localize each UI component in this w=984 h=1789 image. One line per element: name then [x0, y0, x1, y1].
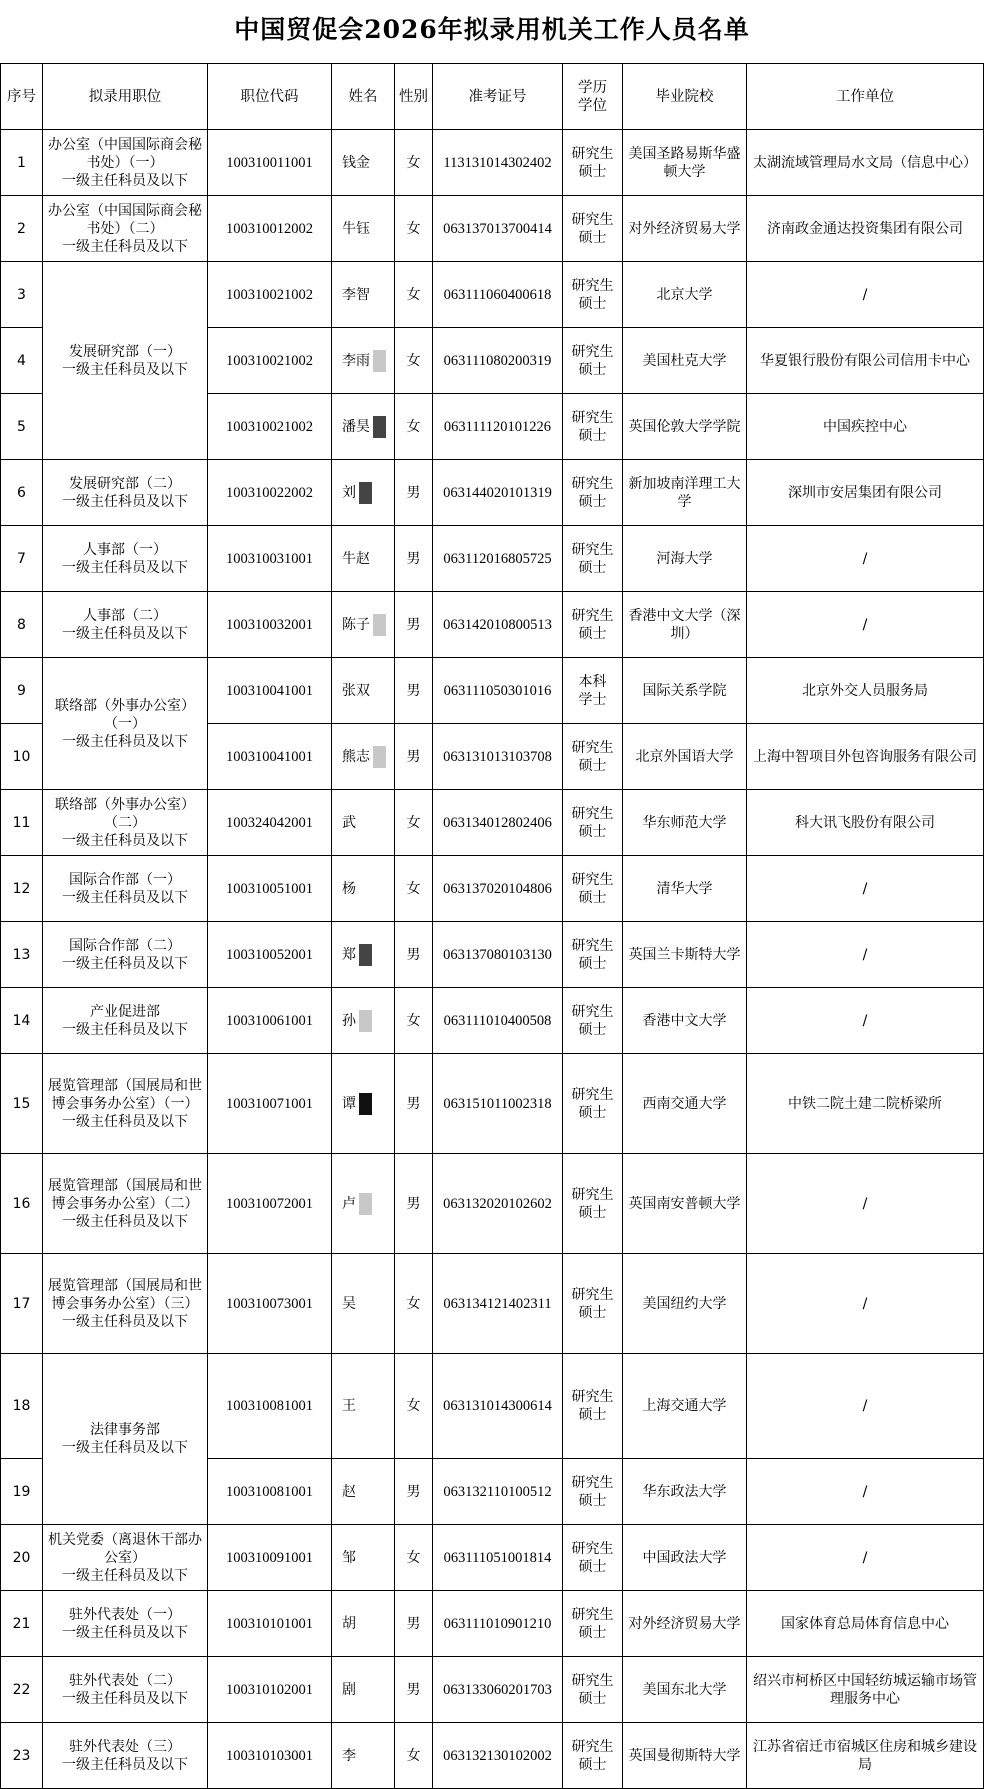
position-cell: 联络部（外事办公室）（一） 一级主任科员及以下 [43, 658, 208, 790]
exam-ticket-cell: 063134121402311 [433, 1254, 563, 1354]
name-cell [332, 394, 395, 460]
position-code-cell: 100310072001 [208, 1154, 332, 1254]
name-cell [332, 922, 395, 988]
school-cell: 英国曼彻斯特大学 [623, 1723, 747, 1789]
education-cell: 研究生 硕士 [563, 988, 623, 1054]
exam-ticket-cell: 063132020102602 [433, 1154, 563, 1254]
school-cell: 香港中文大学（深圳） [623, 592, 747, 658]
education-cell: 研究生 硕士 [563, 592, 623, 658]
person-name: 张双 [342, 682, 370, 699]
person-name: 熊志 [342, 748, 370, 765]
employer-cell: 中铁二院土建二院桥梁所 [747, 1054, 984, 1154]
gender-cell: 男 [395, 1657, 433, 1723]
position-cell: 联络部（外事办公室）（二） 一级主任科员及以下 [43, 790, 208, 856]
table-row [1, 130, 984, 196]
school-cell: 对外经济贸易大学 [623, 196, 747, 262]
redaction-mark [373, 416, 386, 438]
employer-cell: / [747, 262, 984, 328]
education-cell: 研究生 硕士 [563, 130, 623, 196]
employer-cell: / [747, 856, 984, 922]
exam-ticket-cell: 063133060201703 [433, 1657, 563, 1723]
row-number-cell: 19 [1, 1459, 43, 1525]
redaction-mark [359, 1093, 372, 1115]
school-cell: 北京大学 [623, 262, 747, 328]
person-name: 王 [342, 1398, 356, 1414]
employer-cell: / [747, 1525, 984, 1591]
row-number-cell: 11 [1, 790, 43, 856]
person-name: 谭 [342, 1095, 356, 1112]
gender-cell: 女 [395, 328, 433, 394]
employer-cell: / [747, 1254, 984, 1354]
employer-cell: 上海中智项目外包咨询服务有限公司 [747, 724, 984, 790]
position-cell: 办公室（中国国际商会秘书处）（二） 一级主任科员及以下 [43, 196, 208, 262]
col-header-code: 职位代码 [208, 64, 332, 130]
position-cell: 发展研究部（二） 一级主任科员及以下 [43, 460, 208, 526]
row-number-cell: 12 [1, 856, 43, 922]
gender-cell: 男 [395, 1459, 433, 1525]
name-cell [332, 1723, 395, 1789]
exam-ticket-cell: 063112016805725 [433, 526, 563, 592]
school-cell: 上海交通大学 [623, 1354, 747, 1459]
row-number-cell: 3 [1, 262, 43, 328]
row-number-cell: 21 [1, 1591, 43, 1657]
col-header-school: 毕业院校 [623, 64, 747, 130]
person-name: 陈子 [342, 616, 370, 633]
position-code-cell: 100310012002 [208, 196, 332, 262]
table-row [1, 1054, 984, 1154]
gender-cell: 女 [395, 1254, 433, 1354]
position-code-cell: 100310103001 [208, 1723, 332, 1789]
person-name: 李 [342, 1747, 356, 1764]
name-cell [332, 130, 395, 196]
position-cell: 办公室（中国国际商会秘书处）（一） 一级主任科员及以下 [43, 130, 208, 196]
redaction-mark [359, 1193, 372, 1215]
school-cell: 英国伦敦大学学院 [623, 394, 747, 460]
position-cell: 发展研究部（一） 一级主任科员及以下 [43, 262, 208, 460]
gender-cell: 女 [395, 988, 433, 1054]
exam-ticket-cell: 063111120101226 [433, 394, 563, 460]
position-code-cell: 100310031001 [208, 526, 332, 592]
person-name: 刘 [342, 484, 356, 501]
gender-cell: 男 [395, 724, 433, 790]
education-cell: 研究生 硕士 [563, 1723, 623, 1789]
name-cell [332, 1154, 395, 1254]
school-cell: 香港中文大学 [623, 988, 747, 1054]
person-name: 李雨 [342, 352, 370, 369]
education-cell: 研究生 硕士 [563, 262, 623, 328]
employer-cell: 科大讯飞股份有限公司 [747, 790, 984, 856]
position-cell: 法律事务部 一级主任科员及以下 [43, 1354, 208, 1525]
person-name: 邹 [342, 1549, 356, 1566]
position-cell: 国际合作部（二） 一级主任科员及以下 [43, 922, 208, 988]
person-name: 卢 [342, 1195, 356, 1212]
row-number-cell: 13 [1, 922, 43, 988]
school-cell: 英国兰卡斯特大学 [623, 922, 747, 988]
employer-cell: 华夏银行股份有限公司信用卡中心 [747, 328, 984, 394]
education-cell: 研究生 硕士 [563, 1354, 623, 1459]
school-cell: 对外经济贸易大学 [623, 1591, 747, 1657]
row-number-cell: 16 [1, 1154, 43, 1254]
position-code-cell: 100310081001 [208, 1459, 332, 1525]
employer-cell: / [747, 988, 984, 1054]
row-number-cell: 22 [1, 1657, 43, 1723]
school-cell: 美国圣路易斯华盛顿大学 [623, 130, 747, 196]
redaction-mark [359, 1010, 372, 1032]
employer-cell: 绍兴市柯桥区中国轻纺城运输市场管理服务中心 [747, 1657, 984, 1723]
position-code-cell: 100310022002 [208, 460, 332, 526]
gender-cell: 女 [395, 130, 433, 196]
gender-cell: 女 [395, 1723, 433, 1789]
col-header-education: 学历 学位 [563, 64, 623, 130]
person-name: 胡 [342, 1615, 356, 1632]
exam-ticket-cell: 063137080103130 [433, 922, 563, 988]
person-name: 杨 [342, 880, 356, 897]
name-cell [332, 856, 395, 922]
name-cell [332, 1054, 395, 1154]
gender-cell: 男 [395, 922, 433, 988]
row-number-cell: 15 [1, 1054, 43, 1154]
education-cell: 研究生 硕士 [563, 1054, 623, 1154]
school-cell: 西南交通大学 [623, 1054, 747, 1154]
employer-cell: 太湖流域管理局水文局（信息中心） [747, 130, 984, 196]
person-name: 钱金 [342, 154, 370, 171]
name-cell [332, 592, 395, 658]
employer-cell: / [747, 1354, 984, 1459]
position-cell: 人事部（一） 一级主任科员及以下 [43, 526, 208, 592]
education-cell: 本科 学士 [563, 658, 623, 724]
name-cell [332, 1254, 395, 1354]
exam-ticket-cell: 063111010901210 [433, 1591, 563, 1657]
gender-cell: 男 [395, 1591, 433, 1657]
gender-cell: 男 [395, 658, 433, 724]
education-cell: 研究生 硕士 [563, 196, 623, 262]
exam-ticket-cell: 063111051001814 [433, 1525, 563, 1591]
position-cell: 展览管理部（国展局和世博会事务办公室）（二） 一级主任科员及以下 [43, 1154, 208, 1254]
row-number-cell: 6 [1, 460, 43, 526]
position-code-cell: 100310011001 [208, 130, 332, 196]
table-row [1, 526, 984, 592]
exam-ticket-cell: 063111010400508 [433, 988, 563, 1054]
education-cell: 研究生 硕士 [563, 1459, 623, 1525]
person-name: 李智 [342, 286, 370, 303]
name-cell [332, 1591, 395, 1657]
employer-cell: / [747, 526, 984, 592]
position-cell: 国际合作部（一） 一级主任科员及以下 [43, 856, 208, 922]
school-cell: 英国南安普顿大学 [623, 1154, 747, 1254]
gender-cell: 男 [395, 1054, 433, 1154]
exam-ticket-cell: 063111060400618 [433, 262, 563, 328]
employer-cell: 江苏省宿迁市宿城区住房和城乡建设局 [747, 1723, 984, 1789]
gender-cell: 男 [395, 526, 433, 592]
row-number-cell: 7 [1, 526, 43, 592]
exam-ticket-cell: 063131014300614 [433, 1354, 563, 1459]
education-cell: 研究生 硕士 [563, 1525, 623, 1591]
row-number-cell: 23 [1, 1723, 43, 1789]
exam-ticket-cell: 063144020101319 [433, 460, 563, 526]
name-cell [332, 328, 395, 394]
school-cell: 华东师范大学 [623, 790, 747, 856]
table-row [1, 1154, 984, 1254]
education-cell: 研究生 硕士 [563, 922, 623, 988]
position-cell: 展览管理部（国展局和世博会事务办公室）（三） 一级主任科员及以下 [43, 1254, 208, 1354]
education-cell: 研究生 硕士 [563, 1657, 623, 1723]
position-code-cell: 100324042001 [208, 790, 332, 856]
row-number-cell: 5 [1, 394, 43, 460]
table-row [1, 262, 984, 328]
exam-ticket-cell: 063111050301016 [433, 658, 563, 724]
table-row [1, 460, 984, 526]
education-cell: 研究生 硕士 [563, 526, 623, 592]
exam-ticket-cell: 063111080200319 [433, 328, 563, 394]
name-cell [332, 460, 395, 526]
gender-cell: 男 [395, 592, 433, 658]
person-name: 潘昊 [342, 418, 370, 435]
exam-ticket-cell: 063137013700414 [433, 196, 563, 262]
row-number-cell: 4 [1, 328, 43, 394]
gender-cell: 女 [395, 1525, 433, 1591]
employer-cell: 济南政金通达投资集团有限公司 [747, 196, 984, 262]
header-row [1, 64, 984, 130]
person-name: 牛钰 [342, 220, 370, 237]
school-cell: 华东政法大学 [623, 1459, 747, 1525]
table-row [1, 856, 984, 922]
name-cell [332, 196, 395, 262]
exam-ticket-cell: 063142010800513 [433, 592, 563, 658]
employer-cell: 中国疾控中心 [747, 394, 984, 460]
school-cell: 美国纽约大学 [623, 1254, 747, 1354]
position-code-cell: 100310021002 [208, 328, 332, 394]
person-name: 武 [342, 814, 356, 831]
school-cell: 清华大学 [623, 856, 747, 922]
exam-ticket-cell: 063151011002318 [433, 1054, 563, 1154]
row-number-cell: 8 [1, 592, 43, 658]
employer-cell: 北京外交人员服务局 [747, 658, 984, 724]
position-code-cell: 100310052001 [208, 922, 332, 988]
education-cell: 研究生 硕士 [563, 394, 623, 460]
redaction-mark [373, 746, 386, 768]
redaction-mark [359, 944, 372, 966]
position-code-cell: 100310032001 [208, 592, 332, 658]
position-code-cell: 100310101001 [208, 1591, 332, 1657]
employer-cell: 国家体育总局体育信息中心 [747, 1591, 984, 1657]
table-row [1, 1254, 984, 1354]
name-cell [332, 526, 395, 592]
gender-cell: 女 [395, 856, 433, 922]
table-row [1, 592, 984, 658]
gender-cell: 男 [395, 1154, 433, 1254]
position-code-cell: 100310073001 [208, 1254, 332, 1354]
position-code-cell: 100310051001 [208, 856, 332, 922]
page-title: 中国贸促会2026年拟录用机关工作人员名单 [234, 15, 750, 44]
redaction-mark [373, 350, 386, 372]
position-code-cell: 100310021002 [208, 262, 332, 328]
employer-cell: 深圳市安居集团有限公司 [747, 460, 984, 526]
gender-cell: 女 [395, 1354, 433, 1459]
person-name: 吴 [342, 1295, 356, 1312]
position-code-cell: 100310061001 [208, 988, 332, 1054]
gender-cell: 男 [395, 460, 433, 526]
table-row [1, 1591, 984, 1657]
person-name: 牛赵 [342, 550, 370, 567]
school-cell: 美国杜克大学 [623, 328, 747, 394]
position-cell: 人事部（二） 一级主任科员及以下 [43, 592, 208, 658]
school-cell: 美国东北大学 [623, 1657, 747, 1723]
row-number-cell: 20 [1, 1525, 43, 1591]
row-number-cell: 1 [1, 130, 43, 196]
school-cell: 中国政法大学 [623, 1525, 747, 1591]
education-cell: 研究生 硕士 [563, 790, 623, 856]
position-cell: 驻外代表处（三） 一级主任科员及以下 [43, 1723, 208, 1789]
exam-ticket-cell: 113131014302402 [433, 130, 563, 196]
redaction-mark [359, 482, 372, 504]
position-code-cell: 100310091001 [208, 1525, 332, 1591]
row-number-cell: 14 [1, 988, 43, 1054]
col-header-employer: 工作单位 [747, 64, 984, 130]
table-row [1, 196, 984, 262]
name-cell [332, 1525, 395, 1591]
redaction-mark [373, 614, 386, 636]
position-code-cell: 100310021002 [208, 394, 332, 460]
name-cell [332, 1459, 395, 1525]
table-row [1, 1657, 984, 1723]
row-number-cell: 2 [1, 196, 43, 262]
gender-cell: 女 [395, 790, 433, 856]
education-cell: 研究生 硕士 [563, 856, 623, 922]
education-cell: 研究生 硕士 [563, 1154, 623, 1254]
name-cell [332, 658, 395, 724]
position-code-cell: 100310081001 [208, 1354, 332, 1459]
position-cell: 展览管理部（国展局和世博会事务办公室）（一） 一级主任科员及以下 [43, 1054, 208, 1154]
school-cell: 河海大学 [623, 526, 747, 592]
position-cell: 机关党委（离退休干部办公室） 一级主任科员及以下 [43, 1525, 208, 1591]
name-cell [332, 724, 395, 790]
school-cell: 北京外国语大学 [623, 724, 747, 790]
gender-cell: 女 [395, 394, 433, 460]
exam-ticket-cell: 063132130102002 [433, 1723, 563, 1789]
position-code-cell: 100310041001 [208, 724, 332, 790]
col-header-name: 姓名 [332, 64, 395, 130]
name-cell [332, 262, 395, 328]
gender-cell: 女 [395, 262, 433, 328]
person-name: 孙 [342, 1012, 356, 1029]
col-header-gender: 性别 [395, 64, 433, 130]
col-header-position: 拟录用职位 [43, 64, 208, 130]
education-cell: 研究生 硕士 [563, 1591, 623, 1657]
education-cell: 研究生 硕士 [563, 724, 623, 790]
name-cell [332, 790, 395, 856]
school-cell: 国际关系学院 [623, 658, 747, 724]
position-cell: 驻外代表处（二） 一级主任科员及以下 [43, 1657, 208, 1723]
employer-cell: / [747, 1154, 984, 1254]
person-name: 郑 [342, 946, 356, 963]
table-row [1, 922, 984, 988]
person-name: 剧 [342, 1681, 356, 1698]
exam-ticket-cell: 063137020104806 [433, 856, 563, 922]
col-header-no: 序号 [1, 64, 43, 130]
row-number-cell: 18 [1, 1354, 43, 1459]
position-cell: 驻外代表处（一） 一级主任科员及以下 [43, 1591, 208, 1657]
position-code-cell: 100310102001 [208, 1657, 332, 1723]
table-row [1, 988, 984, 1054]
table-row [1, 790, 984, 856]
education-cell: 研究生 硕士 [563, 460, 623, 526]
col-header-ticket: 准考证号 [433, 64, 563, 130]
exam-ticket-cell: 063131013103708 [433, 724, 563, 790]
employer-cell: / [747, 592, 984, 658]
school-cell: 新加坡南洋理工大学 [623, 460, 747, 526]
employer-cell: / [747, 922, 984, 988]
position-cell: 产业促进部 一级主任科员及以下 [43, 988, 208, 1054]
row-number-cell: 17 [1, 1254, 43, 1354]
name-cell [332, 1354, 395, 1459]
education-cell: 研究生 硕士 [563, 1254, 623, 1354]
name-cell [332, 1657, 395, 1723]
roster-table-container [0, 63, 984, 1773]
exam-ticket-cell: 063134012802406 [433, 790, 563, 856]
position-code-cell: 100310041001 [208, 658, 332, 724]
name-cell [332, 988, 395, 1054]
table-row [1, 1525, 984, 1591]
row-number-cell: 9 [1, 658, 43, 724]
table-row [1, 1723, 984, 1789]
gender-cell: 女 [395, 196, 433, 262]
position-code-cell: 100310071001 [208, 1054, 332, 1154]
employer-cell: / [747, 1459, 984, 1525]
person-name: 赵 [342, 1483, 356, 1500]
roster-table [0, 63, 984, 1789]
table-row [1, 658, 984, 724]
education-cell: 研究生 硕士 [563, 328, 623, 394]
table-row [1, 1354, 984, 1459]
row-number-cell: 10 [1, 724, 43, 790]
exam-ticket-cell: 063132110100512 [433, 1459, 563, 1525]
